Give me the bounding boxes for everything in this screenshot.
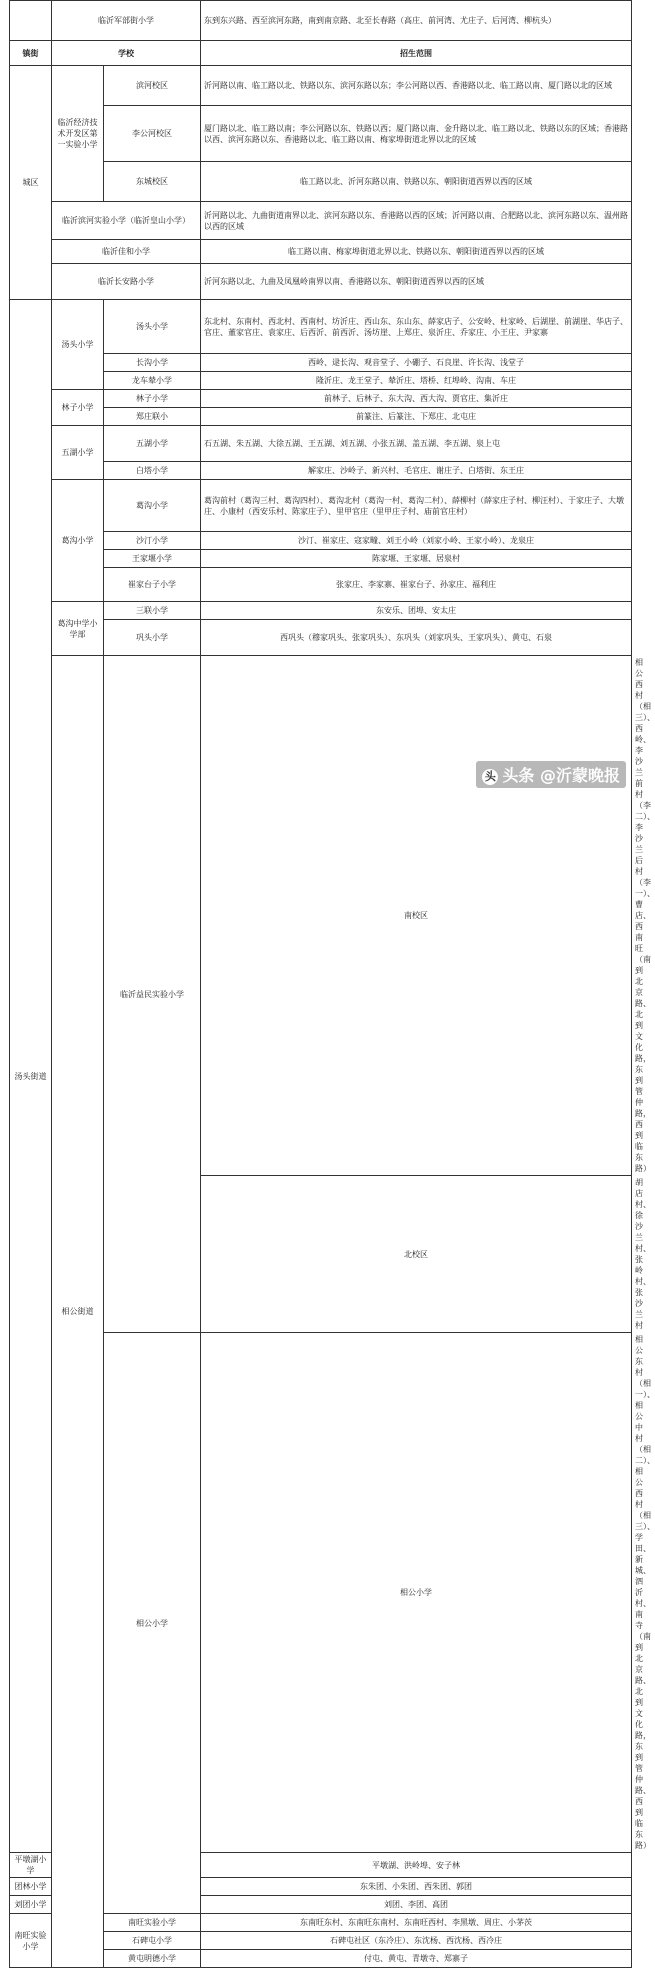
table-row: 相公小学 相公小学 相公东村（相一）、相公中村（相二）、相公西村（相三）、学田、新城、泗沂村、南寺（南到北京路、北到文化路，东到管仲路、西到临东路） bbox=[10, 1333, 632, 1853]
school-cell: 黄屯明德小学 bbox=[104, 1950, 201, 1968]
admission-table bbox=[9, 0, 655, 1968]
watermark bbox=[476, 761, 626, 788]
school-cell: 龙车辇小学 bbox=[104, 372, 201, 390]
school-cell: 石碑屯小学 bbox=[104, 1932, 201, 1950]
table-row bbox=[10, 532, 632, 550]
table-header-row bbox=[10, 41, 632, 66]
table-row bbox=[10, 354, 632, 372]
school-cell: 沙汀小学 bbox=[104, 532, 201, 550]
table-row bbox=[10, 202, 632, 240]
range-cell: 葛沟前村（葛沟三村、葛沟四村）、葛沟北村（葛沟一村、葛沟二村）、薛柳村（薛家庄子村、柳汪村）、于家庄子、大墩庄、小康村（西安乐村、陈家庄子）、里甲官庄（里甲庄子村、庙前官庄村） bbox=[201, 480, 632, 532]
range-cell: 张家庄、李家寨、崔家台子、孙家庄、福利庄 bbox=[201, 568, 632, 602]
table-row bbox=[10, 480, 632, 532]
watermark-text: 头条 @沂蒙晚报 bbox=[502, 766, 620, 785]
range-cell: 厦门路以北、临工路以南；李公河路以东、铁路以西；厦门路以南、金升路以北、临工路以北、铁路以东的区域；香港路以西、滨河东路以东、香港路以北、临工路以南、梅家埠街道北界以北的区域 bbox=[201, 106, 632, 162]
group-cell: 相公小学 bbox=[104, 1333, 201, 1914]
school-cell: 临沂佳和小学 bbox=[52, 240, 201, 264]
school-cell: 白塔小学 bbox=[104, 462, 201, 480]
table-row bbox=[10, 1950, 632, 1968]
range-cell: 隆沂庄、龙王堂子、辇沂庄、塔桥、红埠岭、沟南、车庄 bbox=[201, 372, 632, 390]
range-cell: 东朱团、小朱团、西朱团、郭团 bbox=[201, 1878, 632, 1896]
group-cell: 葛沟小学 bbox=[52, 480, 104, 602]
table-row bbox=[10, 426, 632, 462]
town-cell: 汤头街道 bbox=[10, 300, 52, 1853]
group-cell: 林子小学 bbox=[52, 390, 104, 426]
table-row bbox=[10, 390, 632, 408]
school-cell: 临沂长安路小学 bbox=[52, 264, 201, 300]
table-row bbox=[10, 602, 632, 620]
table-row: 北校区 胡店村、徐沙兰村、张岭村、张沙兰村 bbox=[10, 1176, 632, 1333]
school-cell: 临沂滨河实验小学（临沂皇山小学） bbox=[52, 202, 201, 240]
table-row bbox=[10, 162, 632, 202]
range-cell: 西巩头（穆家巩头、张家巩头）、东巩头（刘家巩头、王家巩头）、黄屯、石泉 bbox=[201, 620, 632, 656]
table-row bbox=[10, 550, 632, 568]
school-cell: 巩头小学 bbox=[104, 620, 201, 656]
town-cell: 城区 bbox=[10, 66, 52, 300]
range-cell: 东到东兴路、西至滨河东路，南到南京路、北至长春路（高庄、前河湾、尤庄子、后河湾、柳杭头） bbox=[201, 1, 632, 41]
toutiao-icon: 头 bbox=[482, 769, 498, 785]
school-cell: 葛沟小学 bbox=[104, 480, 201, 532]
table-row: 相公街道 临沂益民实验小学 南校区 相公西村（相三）、西岭、李沙兰前村（李二）、李沙兰后村（李一）、曹店、西南旺（南到北京路、北到文化路，东到管仲路，西到临东路） bbox=[10, 656, 632, 1176]
range-cell: 平墩湖、洪岭埠、安子林 bbox=[201, 1853, 632, 1878]
header-school: 学校 bbox=[52, 41, 201, 66]
range-cell: 前篆注、后篆注、下郑庄、北屯庄 bbox=[201, 408, 632, 426]
school-cell: 李公河校区 bbox=[104, 106, 201, 162]
header-town: 镇街 bbox=[10, 41, 52, 66]
group-cell: 临沂益民实验小学 bbox=[104, 656, 201, 1333]
table-row bbox=[10, 568, 632, 602]
range-cell: 沂河东路以北、九曲及凤凰岭南界以南、香港路以东、朝阳街道西界以西的区域 bbox=[201, 264, 632, 300]
school-cell: 三联小学 bbox=[104, 602, 201, 620]
range-cell: 刘团、李团、高团 bbox=[201, 1896, 632, 1914]
range-cell: 沂河路以南、临工路以北、铁路以东、滨河东路以东；李公河路以西、香港路以北、临工路以南、厦门路以北的区域 bbox=[201, 66, 632, 106]
table-row bbox=[10, 1932, 632, 1950]
range-cell: 付屯、黄屯、青墩寺、郑寨子 bbox=[201, 1950, 632, 1968]
table-row bbox=[10, 66, 632, 106]
group-cell: 汤头小学 bbox=[52, 300, 104, 390]
town-cell: 相公街道 bbox=[52, 656, 104, 1968]
range-cell: 沂河路以北、九曲街道南界以北、滨河东路以东、香港路以西的区域；沂河路以南、合肥路以北、滨河东路以东、温州路以西的区域 bbox=[201, 202, 632, 240]
school-cell: 东城校区 bbox=[104, 162, 201, 202]
table-row bbox=[10, 300, 632, 354]
school-cell: 北校区 bbox=[201, 1176, 632, 1333]
group-cell: 五湖小学 bbox=[52, 426, 104, 480]
table-row bbox=[10, 1, 632, 41]
range-cell: 东南旺东村、东南旺东南村、东南旺西村、李黑墩、周庄、小茅茨 bbox=[201, 1914, 632, 1932]
table-row bbox=[10, 1914, 632, 1932]
table-row bbox=[10, 620, 632, 656]
school-cell: 相公小学 bbox=[201, 1333, 632, 1853]
school-cell: 长沟小学 bbox=[104, 354, 201, 372]
school-cell: 南旺实验小学 bbox=[104, 1914, 201, 1932]
school-cell: 南校区 bbox=[201, 656, 632, 1176]
school-cell: 崔家台子小学 bbox=[104, 568, 201, 602]
school-cell: 王家堰小学 bbox=[104, 550, 201, 568]
group-cell: 葛沟中学小学部 bbox=[52, 602, 104, 656]
range-cell: 石五湖、朱五湖、大徐五湖、王五湖、刘五湖、小张五湖、盖五湖、李五湖、泉上屯 bbox=[201, 426, 632, 462]
range-cell: 临工路以北、沂河东路以南、铁路以东、朝阳街道西界以西的区域 bbox=[201, 162, 632, 202]
range-cell: 前林子、后林子、东大沟、西大沟、贾官庄、集沂庄 bbox=[201, 390, 632, 408]
table-row bbox=[10, 372, 632, 390]
table-row bbox=[10, 264, 632, 300]
range-cell: 陈家堰、王家堰、居泉村 bbox=[201, 550, 632, 568]
group-cell: 临沂经济技术开发区第一实验小学 bbox=[52, 66, 104, 202]
school-cell: 刘团小学 bbox=[10, 1896, 52, 1914]
school-cell: 滨河校区 bbox=[104, 66, 201, 106]
table-row bbox=[10, 240, 632, 264]
table-row bbox=[10, 408, 632, 426]
school-cell: 临沂军部街小学 bbox=[52, 1, 201, 41]
table-row bbox=[10, 106, 632, 162]
range-cell: 东北村、东南村、西北村、西南村、坊沂庄、西山东、东山东、薛家店子、公安岭、杜家岭、后湖崖、前湖崖、华店子、官庄、董家官庄、袁家庄、后西沂、前西沂、汤坊崖、上郑庄、泉沂庄、乔家庄、小王庄、尹家寨 bbox=[201, 300, 632, 354]
header-range: 招生范围 bbox=[201, 41, 632, 66]
range-cell: 解家庄、沙岭子、新兴村、毛官庄、谢庄子、白塔街、东王庄 bbox=[201, 462, 632, 480]
range-cell: 西岭、逯长沟、观音堂子、小硼子、石良崖、许长沟、浅堂子 bbox=[201, 354, 632, 372]
table-row bbox=[10, 462, 632, 480]
school-cell: 五湖小学 bbox=[104, 426, 201, 462]
range-cell: 沙汀、崔家庄、寇家疃、刘王小岭（刘家小岭、王家小岭）、龙泉庄 bbox=[201, 532, 632, 550]
group-cell: 南旺实验小学 bbox=[10, 1914, 52, 1968]
school-cell: 郑庄联小 bbox=[104, 408, 201, 426]
range-cell: 东安乐、团埠、安太庄 bbox=[201, 602, 632, 620]
school-cell: 平墩湖小学 bbox=[10, 1853, 52, 1878]
range-cell: 石碑屯社区（东冷庄）、东沈杨、西沈杨、西冷庄 bbox=[201, 1932, 632, 1950]
school-cell: 团林小学 bbox=[10, 1878, 52, 1896]
school-cell: 汤头小学 bbox=[104, 300, 201, 354]
range-cell: 临工路以南、梅家埠街道北界以北、铁路以东、朝阳街道西界以西的区域 bbox=[201, 240, 632, 264]
school-cell: 林子小学 bbox=[104, 390, 201, 408]
